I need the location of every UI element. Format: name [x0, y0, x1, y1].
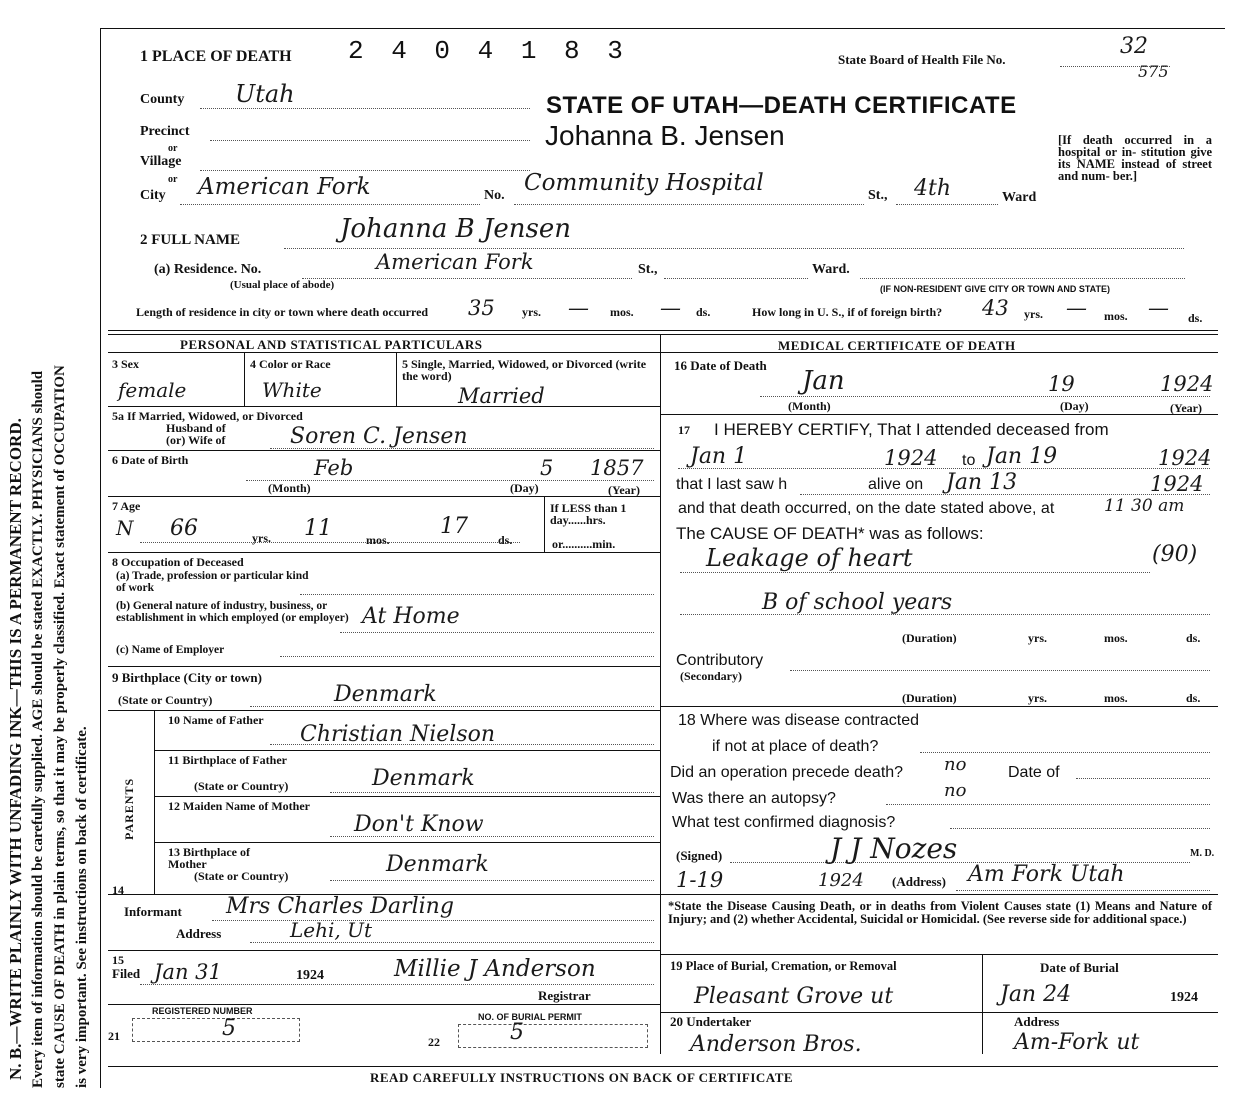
- county-label: County: [140, 92, 185, 107]
- burial-date-value: Jan 24: [1000, 982, 1072, 1007]
- certify-text: I HEREBY CERTIFY, That I attended deceased from: [714, 420, 1109, 439]
- dob-day-value: 5: [540, 456, 554, 480]
- death-time-value: 11 30 am: [1104, 496, 1185, 516]
- age-label: 7 Age: [112, 499, 141, 513]
- medical-section-title: MEDICAL CERTIFICATE OF DEATH: [778, 338, 1016, 353]
- village-label: Village: [140, 154, 182, 169]
- precinct-label: Precinct: [140, 124, 190, 139]
- informant-address-label: Address: [176, 926, 222, 941]
- color-label: 4 Color or Race: [250, 357, 331, 371]
- birthplace-label: 9 Birthplace (City or town): [112, 670, 262, 685]
- outer-left-border: [100, 28, 101, 1088]
- cause-code-value: (90): [1152, 542, 1198, 567]
- cause-of-death-value: Leakage of heart: [706, 544, 913, 572]
- dob-year-value: 1857: [590, 456, 644, 480]
- cause-secondary-value: B of school years: [762, 590, 953, 615]
- employer-label: (c) Name of Employer: [116, 644, 225, 656]
- burial-date-label: Date of Burial: [1040, 960, 1119, 975]
- undertaker-value: Anderson Bros.: [690, 1032, 862, 1057]
- registrar-value: Millie J Anderson: [394, 956, 596, 982]
- margin-line-2: Every item of information should be carefully supplied. AGE should be stated EXACTLY. PHYSICIANS should: [30, 370, 46, 1088]
- age-yrs-value: 66: [170, 516, 198, 541]
- state-file-value-2: 575: [1138, 62, 1169, 81]
- father-birthplace-value: Denmark: [372, 766, 475, 791]
- dob-month-value: Feb: [314, 456, 354, 480]
- hospital-note: [If death occurred in a hospital or in- stitution give its NAME instead of street and num- ber.]: [1058, 133, 1212, 183]
- nonresident-note: (IF NON-RESIDENT GIVE CITY OR TOWN AND STATE): [880, 284, 1111, 294]
- marital-value: Married: [458, 384, 545, 408]
- birthplace-value: Denmark: [334, 682, 437, 707]
- physician-address-label: (Address): [892, 874, 946, 889]
- test-label: What test confirmed diagnosis?: [672, 814, 896, 831]
- personal-section-title: PERSONAL AND STATISTICAL PARTICULARS: [180, 337, 483, 352]
- occupation-b-label: (b) General nature of industry, business, or establishment in which employed (or employer): [116, 600, 349, 624]
- place-of-death-label: 1 PLACE OF DEATH: [140, 48, 292, 65]
- burial-permit-value: 5: [510, 1020, 524, 1045]
- filed-label: Filed: [112, 966, 141, 981]
- margin-line-4: is very important. See instructions on back of certificate.: [74, 726, 90, 1088]
- dod-day-value: 19: [1048, 372, 1075, 396]
- alive-on-value: Jan 13: [946, 470, 1018, 495]
- registered-number-box: [132, 1018, 300, 1042]
- usual-abode-label: (Usual place of abode): [230, 279, 335, 291]
- father-birthplace-label: 11 Birthplace of Father: [168, 753, 287, 767]
- sex-label: 3 Sex: [112, 357, 139, 371]
- cause-of-death-label: The CAUSE OF DEATH* was as follows:: [676, 524, 984, 543]
- mother-name-label: 12 Maiden Name of Mother: [168, 799, 310, 813]
- marital-label: 5 Single, Married, Widowed, or Divorced (write the word): [402, 357, 647, 383]
- residence-value: American Fork: [376, 250, 534, 274]
- date-of-death-label: 16 Date of Death: [674, 358, 767, 373]
- attended-to-value: Jan 19: [986, 444, 1058, 469]
- registered-number-value: 5: [222, 1016, 236, 1041]
- column-divider: [660, 334, 661, 1054]
- outer-top-border: [100, 28, 1225, 29]
- age-ds-value: 17: [440, 514, 468, 539]
- father-name-value: Christian Nielson: [300, 722, 496, 747]
- alive-on-label: alive on: [868, 476, 924, 493]
- filed-date-value: Jan 31: [154, 960, 222, 984]
- signed-date-value: 1-19: [676, 868, 724, 892]
- less-than-day-label: If LESS than 1 day......hrs.: [550, 501, 627, 527]
- burial-permit-label: NO. OF BURIAL PERMIT: [478, 1012, 582, 1022]
- burial-permit-box: [458, 1024, 648, 1048]
- informant-label: Informant: [124, 904, 182, 919]
- spouse-value: Soren C. Jensen: [290, 424, 468, 449]
- age-mos-value: 11: [304, 516, 332, 541]
- residence-st-label: St.,: [638, 262, 658, 277]
- mother-name-value: Don't Know: [354, 812, 484, 837]
- full-name-label: 2 FULL NAME: [140, 232, 241, 248]
- informant-address-value: Lehi, Ut: [290, 918, 373, 942]
- us-yrs-value: 43: [982, 296, 1009, 320]
- occupation-b-value: At Home: [362, 604, 460, 629]
- disease-contracted-label: 18 Where was disease contracted: [678, 712, 920, 729]
- autopsy-value: no: [944, 780, 967, 801]
- burial-place-value: Pleasant Grove ut: [694, 984, 894, 1009]
- signed-label: (Signed): [676, 848, 723, 863]
- length-of-residence-label: Length of residence in city or town where death occurred: [136, 305, 429, 319]
- occupation-a-label: (a) Trade, profession or particular kind of work: [116, 570, 309, 594]
- margin-line-1: N. B.—WRITE PLAINLY WITH UNFADING INK—THIS IS A PERMANENT RECORD.: [6, 418, 25, 1080]
- undertaker-address-value: Am-Fork ut: [1014, 1030, 1140, 1055]
- city-value: American Fork: [198, 174, 371, 200]
- undertaker-label: 20 Undertaker: [670, 1014, 752, 1029]
- date-of-birth-label: 6 Date of Birth: [112, 453, 189, 467]
- length-yrs-value: 35: [468, 296, 495, 320]
- ward-label: Ward: [1002, 190, 1037, 205]
- cause-footnote: *State the Disease Causing Death, or in deaths from Violent Causes state (1) Means and Nature of Injury; and (2) whether Accidental, Suicidal or Homicidal. (See reverse side for additional space.): [668, 899, 1212, 926]
- certificate-number: 2 4 0 4 1 8 3: [348, 36, 629, 66]
- registrar-label: Registrar: [538, 988, 591, 1003]
- typed-name: Johanna B. Jensen: [545, 120, 785, 151]
- parents-label: PARENTS: [122, 777, 136, 840]
- residence-label: (a) Residence. No.: [154, 262, 262, 277]
- physician-address-value: Am Fork Utah: [968, 862, 1125, 887]
- physician-signature: J J Nozes: [830, 832, 958, 865]
- full-name-value: Johanna B Jensen: [340, 214, 571, 244]
- operation-value: no: [944, 754, 967, 775]
- attended-from-value: Jan 1: [690, 444, 748, 469]
- state-file-label: State Board of Health File No.: [838, 52, 1006, 67]
- autopsy-label: Was there an autopsy?: [672, 790, 836, 807]
- registered-number-label: REGISTERED NUMBER: [152, 1006, 253, 1016]
- sex-value: female: [118, 378, 187, 402]
- spouse-label: 5a If Married, Widowed, or Divorced: [112, 409, 303, 423]
- undertaker-address-label: Address: [1014, 1014, 1060, 1029]
- informant-value: Mrs Charles Darling: [226, 894, 454, 919]
- street-label: St.,: [868, 188, 888, 203]
- dod-year-value: 1924: [1160, 372, 1214, 396]
- last-saw-label: that I last saw h: [676, 476, 788, 493]
- operation-label: Did an operation precede death?: [670, 764, 904, 781]
- page-title: STATE OF UTAH—DEATH CERTIFICATE: [546, 92, 1017, 119]
- occupation-label: 8 Occupation of Deceased: [112, 555, 244, 569]
- ward-value: 4th: [914, 176, 952, 201]
- burial-place-label: 19 Place of Burial, Cremation, or Removal: [670, 959, 897, 973]
- margin-line-3: state CAUSE OF DEATH in plain terms, so that it may be properly classified. Exact statement of OCCUPATION: [52, 365, 68, 1088]
- mother-birthplace-value: Denmark: [386, 852, 489, 877]
- city-label: City: [140, 188, 166, 203]
- color-value: White: [262, 378, 322, 402]
- street-no-label: No.: [484, 188, 505, 203]
- death-occurred-label: and that death occurred, on the date stated above, at: [678, 500, 1055, 517]
- dod-month-value: Jan: [802, 366, 845, 396]
- filed-year-value: 1924: [296, 968, 324, 983]
- county-value: Utah: [235, 80, 295, 108]
- father-name-label: 10 Name of Father: [168, 713, 264, 727]
- street-no-value: Community Hospital: [524, 170, 764, 196]
- mother-birthplace-label: 13 Birthplace of Mother: [168, 845, 250, 871]
- us-residence-label: How long in U. S., if of foreign birth?: [752, 305, 943, 319]
- residence-ward-label: Ward.: [812, 262, 850, 277]
- state-file-value: 32: [1120, 34, 1148, 59]
- footer-instructions: READ CAREFULLY INSTRUCTIONS ON BACK OF CERTIFICATE: [370, 1070, 794, 1085]
- contributory-label: Contributory: [676, 652, 764, 669]
